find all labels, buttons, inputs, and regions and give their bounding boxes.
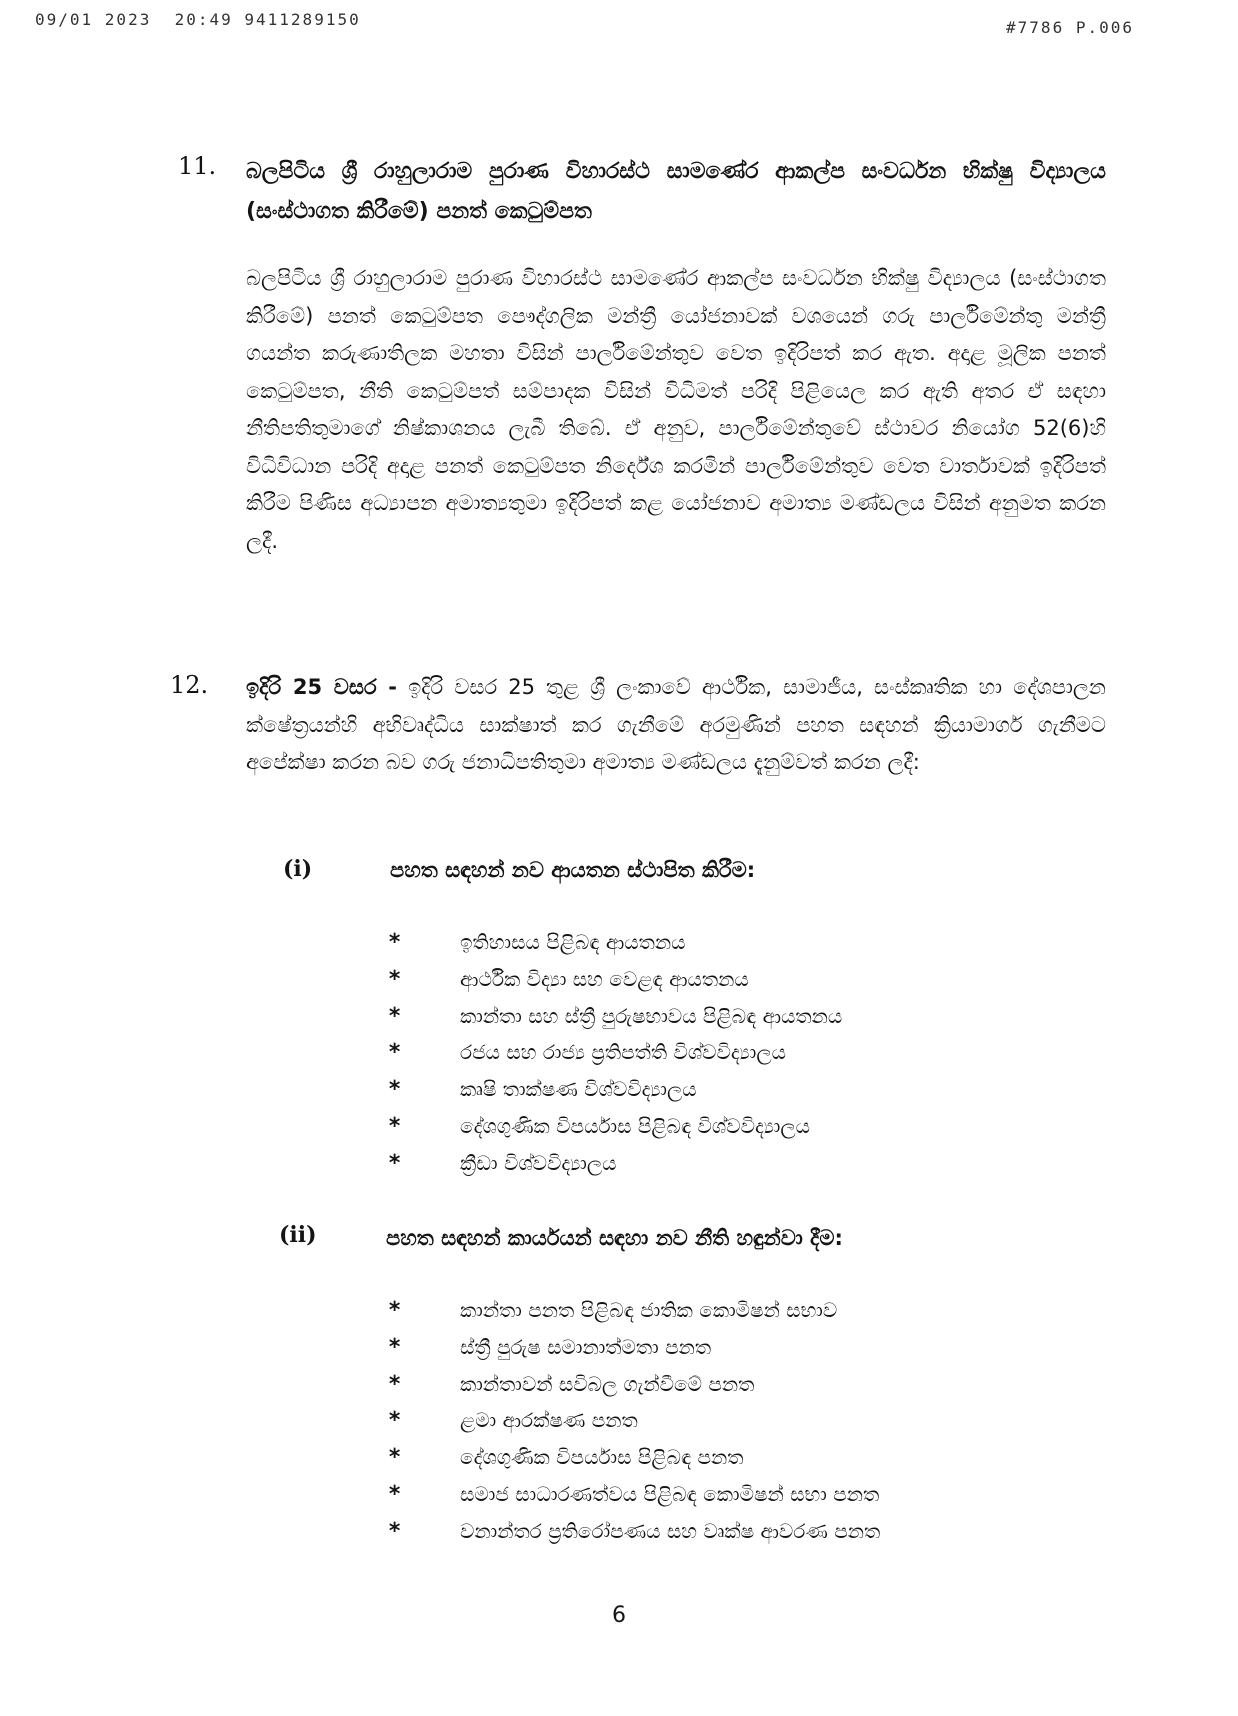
list-item: * ක්‍රීඩා විශ්වවිද්‍යාලය — [388, 1145, 842, 1182]
bullet-icon: * — [388, 1040, 402, 1066]
sub-ii-number: (ii) — [279, 1222, 317, 1248]
list-item: * දේශගුණික විපර්යාස පිළිබඳ පනත — [388, 1439, 880, 1476]
sub-ii-title: පහත සඳහන් කාර්යයන් සඳහා නව නීති හඳුන්වා දීම: — [386, 1226, 843, 1250]
list-item: * ආර්ථික විද්‍යා සහ වෙළඳ ආයතනය — [388, 961, 842, 998]
bullet-icon: * — [388, 1077, 402, 1103]
list-item: * කාන්තා සහ ස්ත්‍රී පුරුෂභාවය පිළිබඳ ආයතනය — [388, 998, 842, 1035]
list-item: * රජය සහ රාජ්‍ය ප්‍රතිපත්ති විශ්වවිද්‍යාලය — [388, 1034, 842, 1071]
sub-i-number: (i) — [283, 856, 313, 882]
list-item: * සමාජ සාධාරණත්වය පිළිබඳ කොමිෂන් සභා පනත — [388, 1476, 880, 1513]
list-item: * ළමා ආරක්ෂණ පනත — [388, 1402, 880, 1439]
page-number: 6 — [612, 1603, 626, 1628]
list-item: * ස්ත්‍රී පුරුෂ සමානාත්මතා පනත — [388, 1329, 880, 1366]
bullet-icon: * — [388, 1518, 402, 1544]
item-11-number: 11. — [178, 152, 217, 180]
item-11-heading: බලපිටිය ශ්‍රී රාහුලාරාම පුරාණ විහාරස්ථ සාමණේර ආකල්ප සංවර්ධන භික්ෂු විද්‍යාලය (සංස්ථාගත කිරීමේ) පනත් කෙටුම්පත — [246, 159, 1106, 224]
item-12-text: ඉදිරි වසර 25 තුළ ශ්‍රී ලංකාවේ ආර්ථික, සාමාජීය, සංස්කෘතික හා දේශපාලන ක්ෂේත්‍රයන්හි අභිවෘද්ධිය සාක්ෂාත් කර ගැනීමේ අරමුණින් පහත සඳහන් ක්‍රියාමාර්ග ගැනීමට අපේක්ෂා කරන බව ගරු ජනාධිපතිතුමා අමාත්‍ය මණ්ඩලය දැනුම්වත් කරන ලදී: — [246, 675, 1106, 774]
bullet-icon: * — [388, 1481, 402, 1507]
bullet-icon: * — [388, 966, 402, 992]
sub-i-title: පහත සඳහන් නව ආයතන ස්ථාපිත කිරීම: — [390, 858, 756, 882]
list-item: * කාන්තාවන් සවිබල ගැන්වීමේ පනත — [388, 1366, 880, 1403]
bullet-icon: * — [388, 930, 402, 955]
bullet-icon: * — [388, 1408, 402, 1434]
bullet-icon: * — [388, 1371, 402, 1397]
bullet-icon: * — [388, 1445, 402, 1471]
item-11-paragraph: බලපිටිය ශ්‍රී රාහුලාරාම පුරාණ විහාරස්ථ සාමණේර ආකල්ප සංවර්ධන භික්ෂු විද්‍යාලය (සංස්ථාගත කිරීමේ) පනත් කෙටුම්පත පෞද්ගලික මන්ත්‍රී යෝජනාවක් වශයෙන් ගරු පාර්ලිමේන්තු මන්ත්‍රී ගයන්ත කරුණාතිලක මහතා විසින් පාර්ලිමේන්තුව වෙත ඉදිරිපත් කර ඇත. අදාළ මූලික පනත් කෙටුම්පත, නීති කෙටුම්පත් සම්පාදක විසින් විධිමත් පරිදි පිළියෙල කර ඇති අතර ඒ සඳහා නීතිපතිතුමාගේ නිෂ්කාශනය ලැබී තිබේ. ඒ අනුව, පාර්ලිමේන්තුවේ ස්ථාවර නියෝග 52(6)හි විධිවිධාන පරිදි අදාළ පනත් කෙටුම්පත නිර්දේශ කරමින් පාර්ලිමේන්තුව වෙත වාර්තාවක් ඉදිරිපත් කිරීම පිණිස අධ්‍යාපන අමාත්‍යතුමා ඉදිරිපත් කළ යෝජනාව අමාත්‍ය මණ්ඩලය විසින් අනුමත කරන ලදී. — [246, 266, 1106, 553]
list-item: * ඉතිහාසය පිළිබඳ ආයතනය — [388, 924, 842, 961]
bullet-icon: * — [388, 1298, 402, 1323]
item-12-paragraph — [246, 669, 1106, 782]
item-12-number: 12. — [170, 671, 209, 699]
list-item: * දේශගුණික විපර්යාස පිළිබඳ විශ්වවිද්‍යාලය — [388, 1108, 842, 1145]
fax-header-right: #7786 P.006 — [1006, 18, 1134, 37]
list-item: * කාන්තා පනත පිළිබඳ ජාතික කොමිෂන් සභාව — [388, 1292, 880, 1329]
bullet-icon: * — [388, 1150, 402, 1176]
bullet-icon: * — [388, 1334, 402, 1360]
sub-ii-list — [388, 1292, 880, 1550]
list-item: * වනාන්තර ප්‍රතිරෝපණය සහ වෘක්ෂ ආවරණ පනත — [388, 1513, 880, 1550]
item-12-lead: ඉදිරි 25 වසර - — [246, 675, 398, 699]
sub-i-list — [388, 924, 842, 1182]
bullet-icon: * — [388, 1003, 402, 1029]
fax-header-left: 09/01 2023 20:49 9411289150 — [35, 10, 361, 29]
bullet-icon: * — [388, 1113, 402, 1139]
list-item: * කෘෂි තාක්ෂණ විශ්වවිද්‍යාලය — [388, 1071, 842, 1108]
